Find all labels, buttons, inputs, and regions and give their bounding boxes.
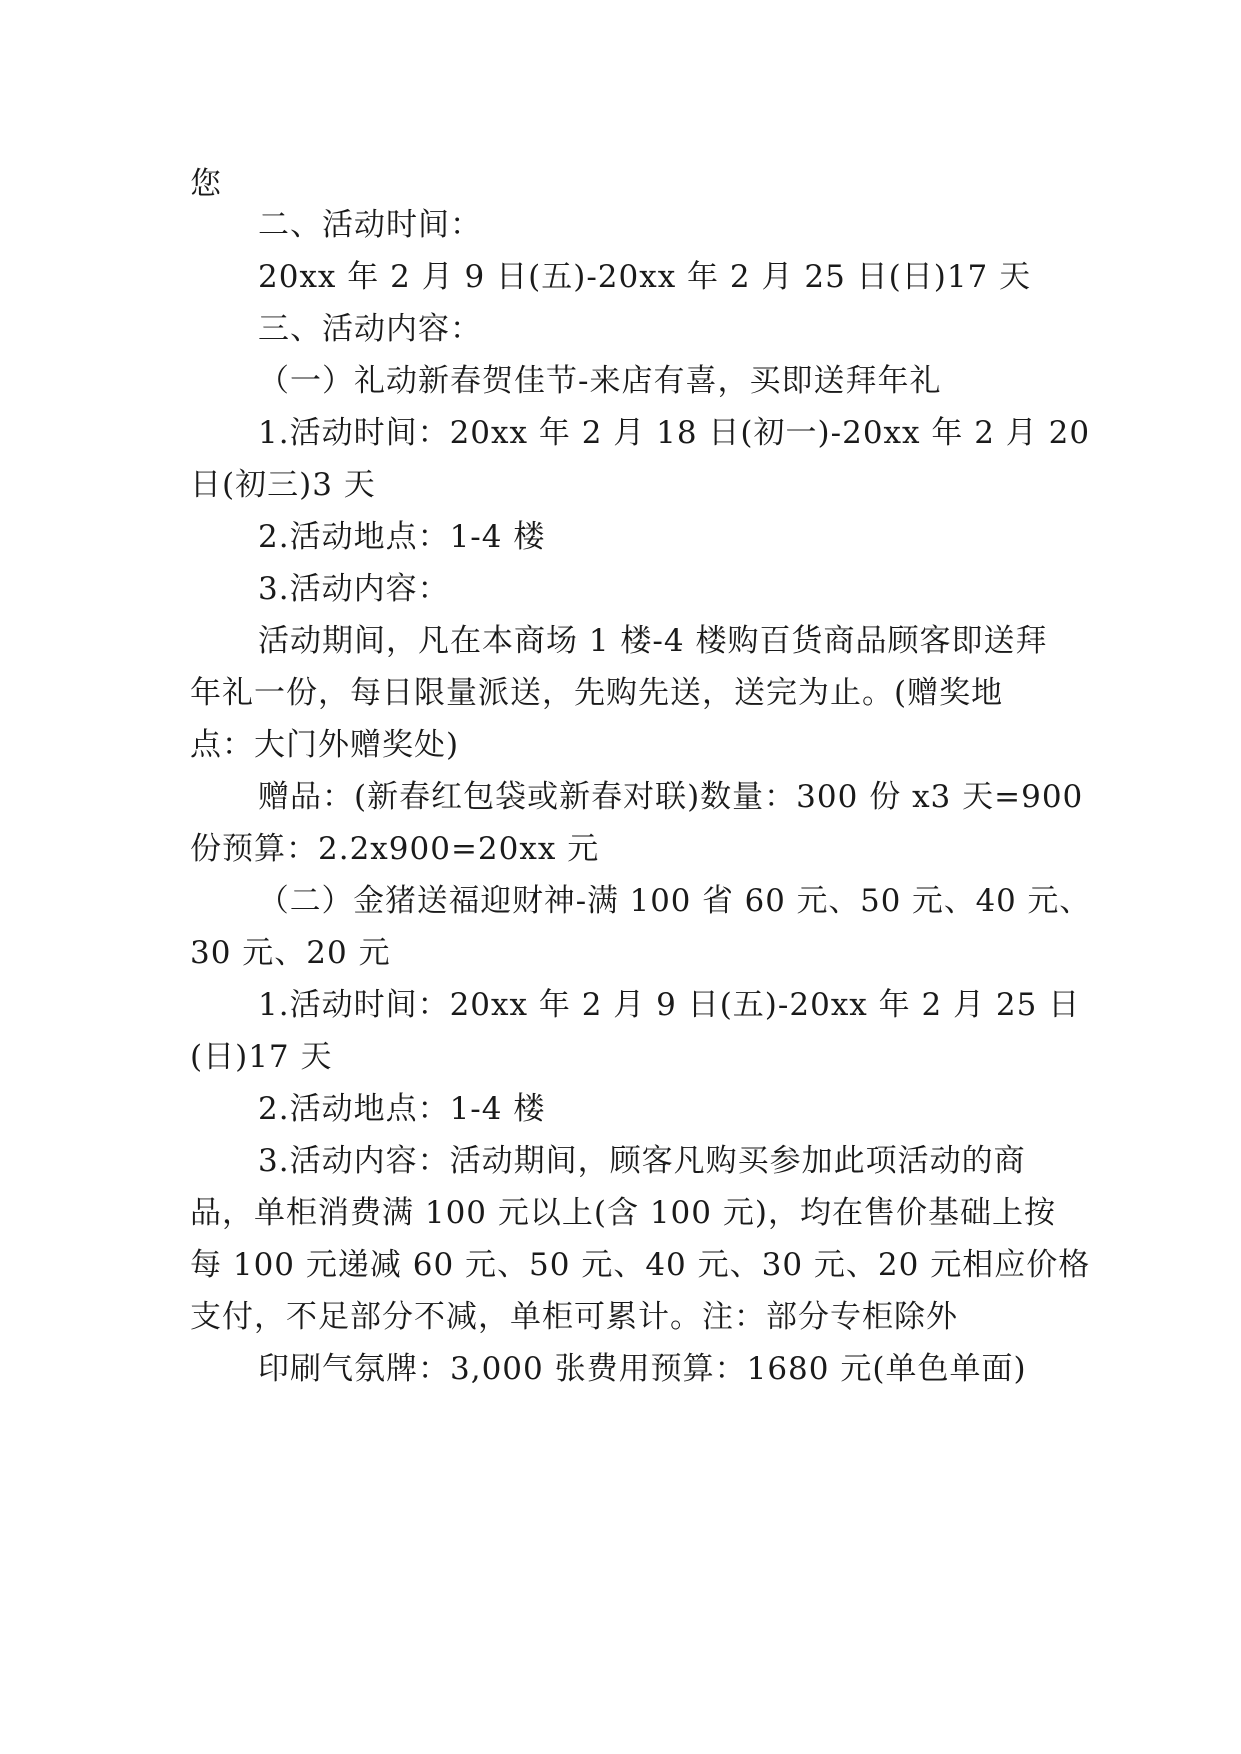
text-line: 3.活动内容： — [258, 571, 450, 607]
text-line: 赠品：(新春红包袋或新春对联)数量：300 份 x3 天=900 — [258, 779, 1084, 815]
text-line: 每 100 元递减 60 元、50 元、40 元、30 元、20 元相应价格 — [190, 1247, 1091, 1283]
subsection-heading: （一）礼动新春贺佳节-来店有喜，买即送拜年礼 — [258, 363, 942, 399]
text-line: (日)17 天 — [190, 1039, 333, 1075]
text-line: 30 元、20 元 — [190, 935, 391, 971]
text-line: 20xx 年 2 月 9 日(五)-20xx 年 2 月 25 日(日)17 天 — [258, 259, 1032, 295]
text-line: 印刷气氛牌：3,000 张费用预算：1680 元(单色单面) — [258, 1351, 1027, 1387]
subsection-heading: （二）金猪送福迎财神-满 100 省 60 元、50 元、40 元、 — [258, 883, 1092, 919]
text-line: 品，单柜消费满 100 元以上(含 100 元)，均在售价基础上按 — [190, 1195, 1056, 1231]
text-line: 点：大门外赠奖处) — [190, 727, 460, 763]
text-line: 2.活动地点：1-4 楼 — [258, 519, 546, 555]
section-heading: 二、活动时间： — [258, 207, 482, 243]
text-line: 1.活动时间：20xx 年 2 月 18 日(初一)-20xx 年 2 月 20 — [258, 415, 1091, 451]
text-line: 年礼一份，每日限量派送，先购先送，送完为止。(赠奖地 — [190, 675, 1004, 711]
text-line: 1.活动时间：20xx 年 2 月 9 日(五)-20xx 年 2 月 25 日 — [258, 987, 1081, 1023]
text-line: 3.活动内容：活动期间，顾客凡购买参加此项活动的商 — [258, 1143, 1026, 1179]
text-line: 2.活动地点：1-4 楼 — [258, 1091, 546, 1127]
text-line: 份预算：2.2x900=20xx 元 — [190, 831, 600, 867]
text-line: 您 — [190, 166, 222, 202]
text-line: 活动期间，凡在本商场 1 楼-4 楼购百货商品顾客即送拜 — [258, 623, 1048, 659]
section-heading: 三、活动内容： — [258, 311, 482, 347]
text-line: 支付，不足部分不减，单柜可累计。注：部分专柜除外 — [190, 1299, 958, 1335]
text-line: 日(初三)3 天 — [190, 467, 376, 503]
